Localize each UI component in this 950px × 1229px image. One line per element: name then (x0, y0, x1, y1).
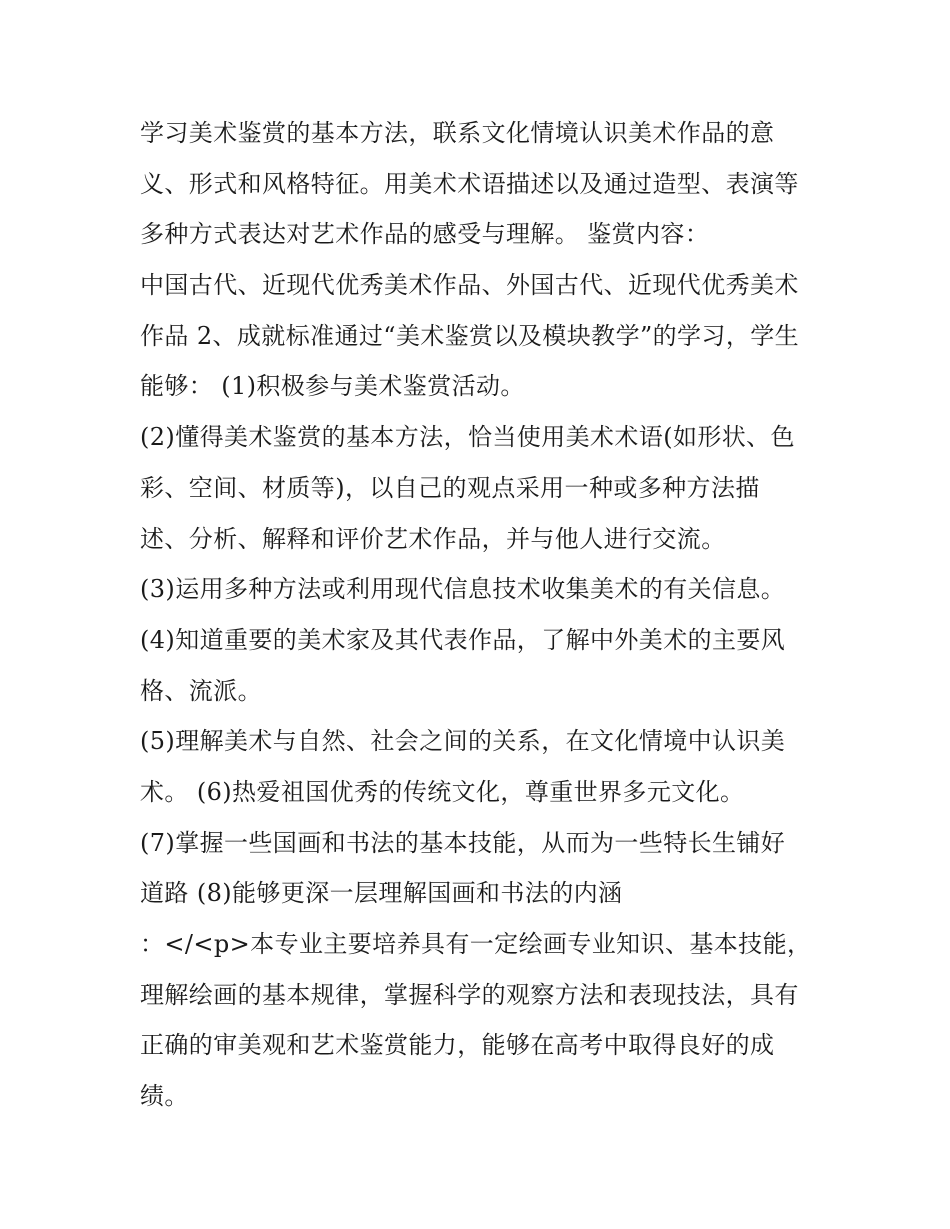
text-line: 作品 2、成就标准通过“美术鉴赏以及模块教学”的学习，学生 (140, 321, 800, 350)
text-line: 述、分析、解释和评价艺术作品，并与他人进行交流。 (140, 524, 726, 553)
text-line: 学习美术鉴赏的基本方法，联系文化情境认识美术作品的意 (140, 119, 775, 147)
text-line: (7)掌握一些国画和书法的基本技能，从而为一些特长生铺好 (140, 828, 786, 857)
text-line: 彩、空间、材质等)，以自己的观点采用一种或多种方法描 (140, 473, 760, 502)
body-text (140, 108, 830, 1122)
text-line: 格、流派。 (140, 676, 262, 705)
text-line: 中国古代、近现代优秀美术作品、外国古代、近现代优秀美术 (140, 271, 799, 300)
text-line: 多种方式表达对艺术作品的感受与理解。 鉴赏内容： (140, 220, 710, 249)
text-line: ：</<p>本专业主要培养具有一定绘画专业知识、基本技能， (140, 930, 812, 958)
text-line: 道路 (8)能够更深一层理解国画和书法的内涵 (140, 879, 623, 908)
text-line: 理解绘画的基本规律，掌握科学的观察方法和表现技法，具有 (140, 980, 799, 1009)
text-line: (4)知道重要的美术家及其代表作品，了解中外美术的主要风 (140, 625, 786, 654)
text-line: (2)懂得美术鉴赏的基本方法，恰当使用美术术语(如形状、色 (140, 423, 795, 452)
text-line: 能够： (1)积极参与美术鉴赏活动。 (140, 372, 525, 401)
text-line: 术。 (6)热爱祖国优秀的传统文化，尊重世界多元文化。 (140, 777, 745, 806)
text-line: 正确的审美观和艺术鉴赏能力，能够在高考中取得良好的成 (140, 1031, 775, 1060)
text-line: 义、形式和风格特征。用美术术语描述以及通过造型、表演等 (140, 169, 799, 198)
text-line: (3)运用多种方法或利用现代信息技术收集美术的有关信息。 (140, 575, 786, 604)
text-line: (5)理解美术与自然、社会之间的关系，在文化情境中认识美 (140, 727, 786, 756)
text-line: 绩。 (140, 1082, 189, 1111)
